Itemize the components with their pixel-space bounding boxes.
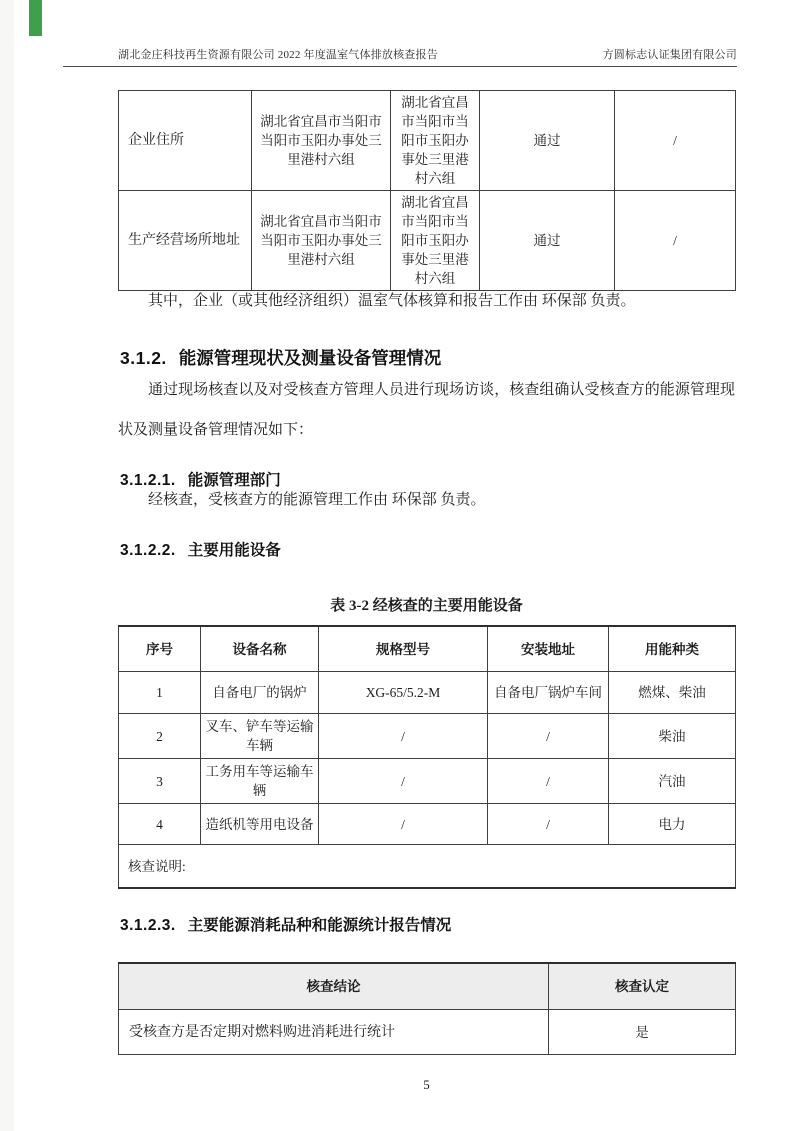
paragraph-responsibility: 其中，企业（或其他经济组织）温室气体核算和报告工作由 环保部 负责。 <box>148 293 636 309</box>
cell-model: XG-65/5.2-M <box>319 672 488 714</box>
table-row <box>119 804 736 845</box>
cell-model: / <box>319 804 488 845</box>
col-header-device: 设备名称 <box>201 626 319 672</box>
paragraph-energy-intro: 通过现场核查以及对受核查方管理人员进行现场访谈，核查组确认受核查方的能源管理现状及测量设备管理情况如下： <box>118 382 735 438</box>
table-row <box>119 1010 736 1055</box>
section-number: 3.1.2. <box>120 348 167 368</box>
page-header <box>63 42 737 67</box>
table-row <box>119 91 736 191</box>
conclusion-cell: 通过 <box>480 91 615 191</box>
section-title: 主要能源消耗品种和能源统计报告情况 <box>187 917 452 934</box>
cell-model: / <box>319 714 488 759</box>
cell-device: 造纸机等用电设备 <box>201 804 319 845</box>
table-note-row <box>119 845 736 889</box>
table-row <box>119 714 736 759</box>
section-heading-3-1-2-1 <box>120 468 735 490</box>
cell-device: 工务用车等运输车辆 <box>201 759 319 804</box>
cell-device: 叉车、铲车等运输车辆 <box>201 714 319 759</box>
section-number: 3.1.2.1. <box>120 472 176 489</box>
registered-address: 湖北省宜昌市当阳市当阳市玉阳办事处三里港村六组 <box>252 191 391 291</box>
equipment-table <box>118 625 736 889</box>
cell-index: 3 <box>119 759 201 804</box>
cell-location: / <box>488 714 609 759</box>
col-header-location: 安装地址 <box>488 626 609 672</box>
header-right-title: 方圆标志认证集团有限公司 <box>602 49 737 61</box>
section-heading-3-1-2 <box>120 345 735 370</box>
cell-conclusion: 受核查方是否定期对燃料购进消耗进行统计 <box>119 1010 549 1055</box>
table-header-row <box>119 626 736 672</box>
col-header-conclusion: 核查结论 <box>119 963 549 1010</box>
section-number: 3.1.2.2. <box>120 542 176 559</box>
row-label: 企业住所 <box>119 91 252 191</box>
row-label: 生产经营场所地址 <box>119 191 252 291</box>
cell-energy-type: 电力 <box>609 804 736 845</box>
col-header-determination: 核查认定 <box>549 963 736 1010</box>
paragraph-energy-dept: 经核查，受核查方的能源管理工作由 环保部 负责。 <box>148 492 486 508</box>
cell-device: 自备电厂的锅炉 <box>201 672 319 714</box>
cell-model: / <box>319 759 488 804</box>
col-header-model: 规格型号 <box>319 626 488 672</box>
verified-address: 湖北省宜昌市当阳市当阳市玉阳办事处三里港村六组 <box>391 91 480 191</box>
basic-info-table <box>118 90 736 291</box>
table-row <box>119 191 736 291</box>
verification-note-label: 核查说明: <box>119 845 736 889</box>
section-number: 3.1.2.3. <box>120 917 176 934</box>
cell-energy-type: 燃煤、柴油 <box>609 672 736 714</box>
table-row <box>119 672 736 714</box>
cell-energy-type: 汽油 <box>609 759 736 804</box>
green-marker <box>29 0 42 36</box>
registered-address: 湖北省宜昌市当阳市当阳市玉阳办事处三里港村六组 <box>252 91 391 191</box>
cell-location: / <box>488 804 609 845</box>
col-header-energy-type: 用能种类 <box>609 626 736 672</box>
table-row <box>119 759 736 804</box>
cell-energy-type: 柴油 <box>609 714 736 759</box>
col-header-index: 序号 <box>119 626 201 672</box>
note-cell: / <box>615 91 736 191</box>
conclusion-cell: 通过 <box>480 191 615 291</box>
note-cell: / <box>615 191 736 291</box>
cell-location: / <box>488 759 609 804</box>
cell-location: 自备电厂锅炉车间 <box>488 672 609 714</box>
statistics-table <box>118 962 736 1055</box>
scan-edge-shadow <box>0 0 14 1131</box>
cell-index: 4 <box>119 804 201 845</box>
section-title: 能源管理部门 <box>187 472 281 489</box>
verified-address: 湖北省宜昌市当阳市当阳市玉阳办事处三里港村六组 <box>391 191 480 291</box>
section-heading-3-1-2-2 <box>120 538 735 560</box>
section-heading-3-1-2-3 <box>120 913 735 935</box>
section-title: 能源管理现状及测量设备管理情况 <box>178 348 442 368</box>
section-title: 主要用能设备 <box>187 542 281 559</box>
cell-index: 2 <box>119 714 201 759</box>
cell-determination: 是 <box>549 1010 736 1055</box>
cell-index: 1 <box>119 672 201 714</box>
equipment-table-title: 表 3-2 经核查的主要用能设备 <box>330 598 523 614</box>
page-content <box>118 66 735 1093</box>
page-number: 5 <box>423 1077 430 1092</box>
header-left-title: 湖北金庄科技再生资源有限公司 2022 年度温室气体排放核查报告 <box>118 49 438 61</box>
table-header-row <box>119 963 736 1010</box>
